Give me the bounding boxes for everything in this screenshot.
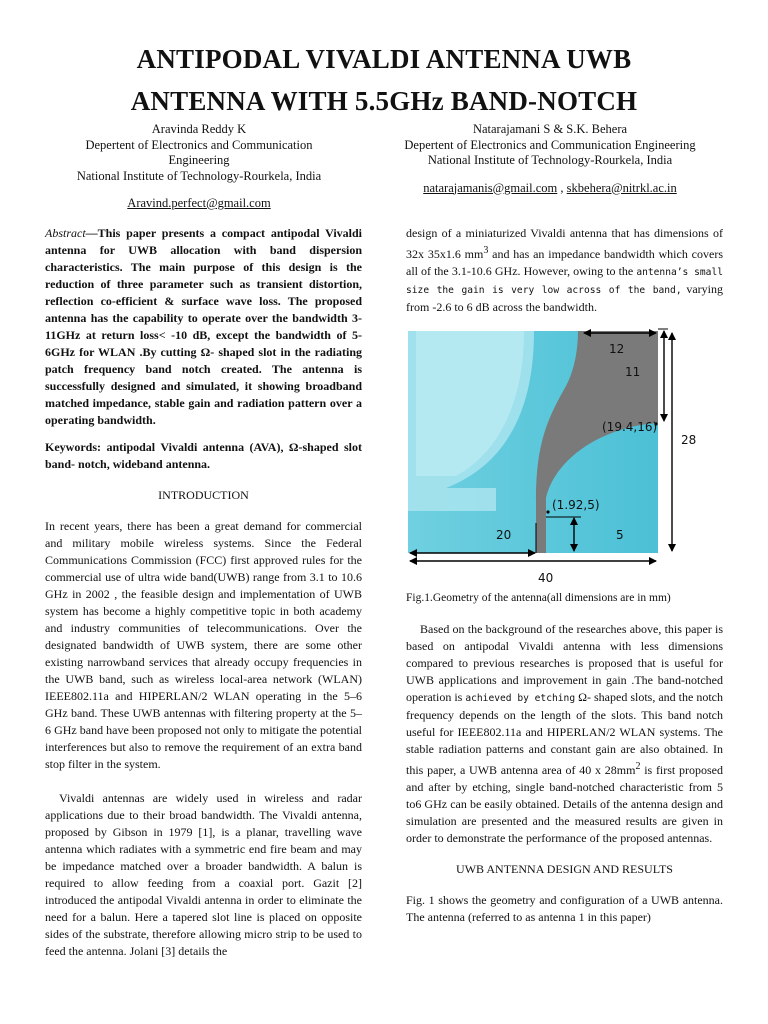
text-run: is first proposed and after by etching, single band-notched characteristic from 5 to6 GHz can be easily obtained. Details of the antenna design and simulation are presented and the measured results are given in order to demonstrate the performance of the proposed antennas. xyxy=(406,763,724,845)
dim-label-28: 28 xyxy=(681,433,697,447)
text-run: varying from -2.6 to 6 dB across the bandwidth. xyxy=(406,282,724,314)
dim-label-11: 11 xyxy=(625,365,641,379)
author-institute: National Institute of Technology-Rourkela, India xyxy=(427,153,673,167)
superscript: 2 xyxy=(635,761,641,772)
text-run: design of a miniaturized Vivaldi antenna that has dimensions of 32x 35x1.6 mm xyxy=(406,226,723,261)
dim-label-5: 5 xyxy=(616,528,624,542)
right-column xyxy=(406,225,723,926)
author-block-right xyxy=(395,122,705,196)
abstract-text: —This paper presents a compact antipodal Vivaldi antenna for UWB allocation with band dispersion characteristics. The main purpose of this design is the reduction of three parameter such as transient distortion, reflection co-efficient & surface wave loss. The proposed antenna has the capability to operate over the bandwidth 3-11GHz at return loss< -10 dB, except the bandwidth of 5-6GHz for WLAN .By cutting Ω- shaped slot in the radiating patch frequency band notch created. The antenna is successfully designed and simulated, it showing broadband matched impedance, stable gain and radiation pattern over a operating bandwidth. xyxy=(45,226,362,427)
author-department-line2: Engineering xyxy=(168,153,230,167)
author-email-link[interactable]: Aravind.perfect@gmail.com xyxy=(127,196,271,210)
right-paragraph-1 xyxy=(406,225,723,316)
point-marker-b xyxy=(546,510,549,513)
author-name: Aravinda Reddy K xyxy=(151,122,247,136)
author-email-link-1[interactable]: natarajamanis@gmail.com xyxy=(423,180,558,195)
right-paragraph-3: Fig. 1 shows the geometry and configuration of a UWB antenna. The antenna (referred to as antenna 1 in this paper) xyxy=(406,893,723,924)
author-email-link-2[interactable]: skbehera@nitrkl.ac.in xyxy=(566,180,677,195)
author-emails xyxy=(395,181,705,197)
author-department: Depertent of Electronics and Communication Engineering xyxy=(404,137,696,152)
section-heading-design: UWB ANTENNA DESIGN AND RESULTS xyxy=(456,862,673,876)
text-run-mono: achieved by etching xyxy=(465,693,576,704)
paper-title xyxy=(40,38,728,122)
keywords: Keywords: antipodal Vivaldi antenna (AVA), Ω-shaped slot band- notch, wideband antenna. xyxy=(45,440,362,471)
left-column xyxy=(45,225,362,960)
intro-paragraph-1: In recent years, there has been a great demand for commercial and military mobile wireless systems. Since the Federal Communications Commission (FCC) first approved rules for the commercial use of ultra wide band(UWB) range from 3.1 to 10.6 GHz in 2002 , the feasible design and implementation of UWB system has become a highly competitive topic in both academy and industry communities of telecommunications. Over the designated bandwidth of UWB system, there are some other existing narrowband services that already occupy frequencies in the UWB band, such as wireless local-area network (WLAN) IEEE802.11a and HIPERLAN/2 WLAN operating in the 5–6 GHz band. These UWB antennas with filtering property at the 5–6 GHz band have been proposed not only to mitigate the potential interferences but also to remove the requirement of an extra band stop filter in the system. xyxy=(45,519,362,771)
author-name: Natarajamani S & S.K. Behera xyxy=(472,122,628,136)
intro-paragraph-2: Vivaldi antennas are widely used in wireless and radar applications due to their broad bandwidth. The Vivaldi antenna, proposed by Gibson in 1979 [1], is a planar, travelling wave antenna which radiates with a symmetric end fire beam and may be impedance matched over a broader bandwidth. A balun is required to allow feeding from a coaxial port. Gazit [2] introduced the antipodal Vivaldi antenna in order to eliminate the need for a balun. Here a tapered slot line is placed on opposite sides of the substrate, therefore allowing micro strip to be used to feed the antenna. Jolani [3] details the xyxy=(45,791,362,958)
dim-label-20: 20 xyxy=(496,528,512,542)
text-run: and has an impedance bandwidth which covers all of the 3.1-10.6 GHz. However, owing to the xyxy=(406,247,723,278)
coordinate-label-b: (1.92,5) xyxy=(552,498,600,512)
email-separator: , xyxy=(557,180,567,195)
abstract-lead: Abstract xyxy=(45,226,86,240)
author-institute: National Institute of Technology-Rourkela, India xyxy=(76,168,322,183)
text-run: Ω- shaped slots, and the notch frequency depends on the length of the slots. This band notch useful for IEEE802.11a and HIPERLAN/2 WLAN systems. The stable radiation patterns and constant gain are also obtained. In this paper, a UWB antenna area of 40 x 28mm xyxy=(406,690,724,777)
title-line-2: ANTENNA WITH 5.5GHz BAND-NOTCH xyxy=(130,86,638,116)
spacer xyxy=(395,169,705,181)
antenna-diagram xyxy=(406,326,723,586)
text-run: Based on the background of the researches above, this paper is based on antipodal Vivaldi antenna with less dimensions compared to previous researches is proposed that is useful for UWB applications and improvement in gain .The band-notched operation is xyxy=(406,622,723,704)
dim-label-12: 12 xyxy=(609,342,625,356)
spacer xyxy=(60,184,338,196)
text-run-mono: antenna’s small size the gain is very low across of the band, xyxy=(406,267,724,296)
author-block-left xyxy=(60,122,338,212)
title-line-1: ANTIPODAL VIVALDI ANTENNA UWB xyxy=(136,44,632,74)
abstract xyxy=(45,225,362,429)
figure-caption: Fig.1.Geometry of the antenna(all dimensions are in mm) xyxy=(406,592,671,604)
author-department: Depertent of Electronics and Communication xyxy=(85,137,313,152)
right-paragraph-2 xyxy=(406,621,723,847)
dim-label-40: 40 xyxy=(538,571,554,585)
superscript: 3 xyxy=(483,245,489,256)
section-heading-introduction: INTRODUCTION xyxy=(158,488,249,502)
coordinate-label-a: (19.4,16) xyxy=(602,420,658,434)
antenna-geometry-figure xyxy=(406,326,723,586)
